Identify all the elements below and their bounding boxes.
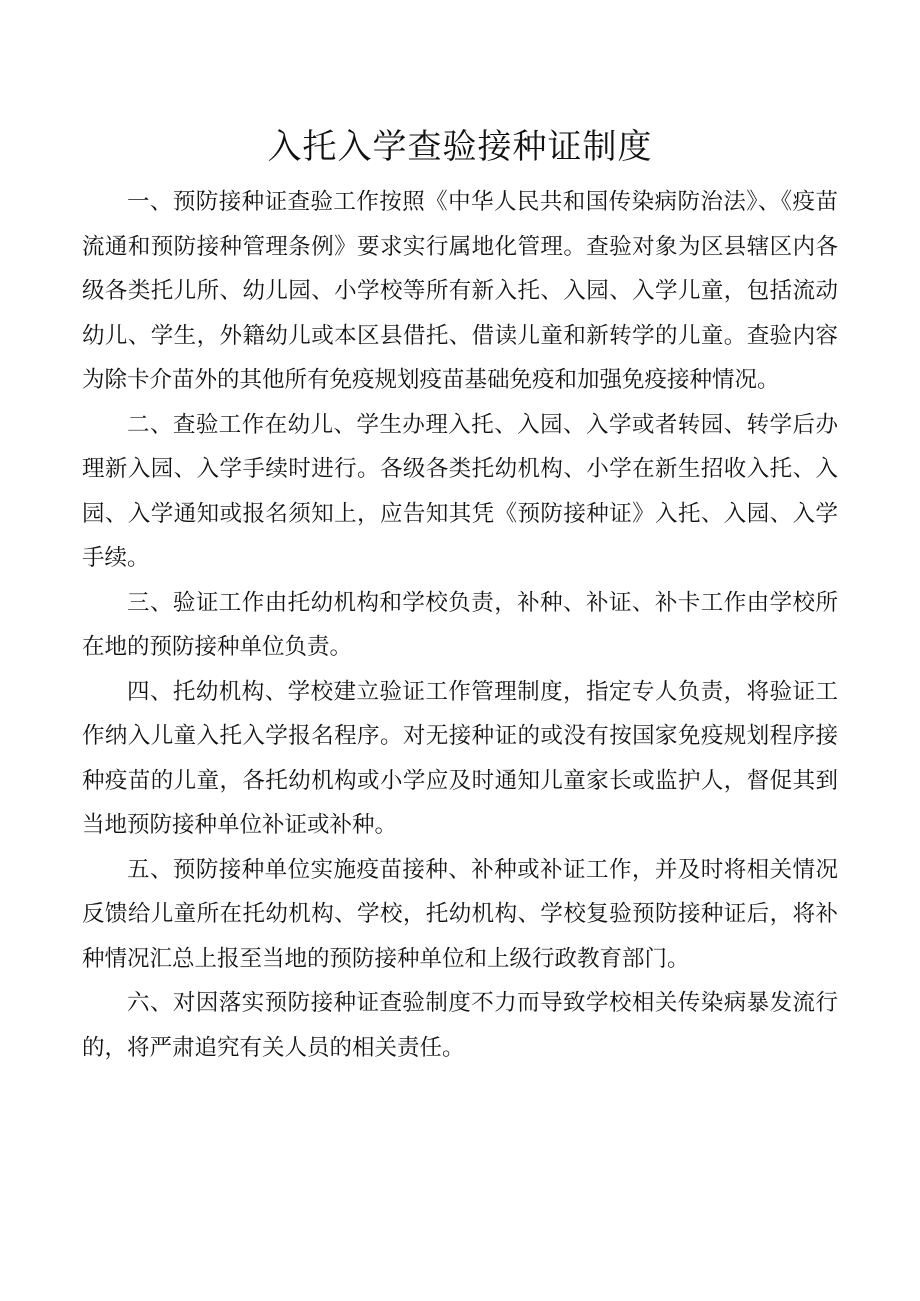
document-title: 入托入学查验接种证制度 (267, 127, 653, 167)
paragraph-1: 一、预防接种证查验工作按照《中华人民共和国传染病防治法》、《疫苗流通和预防接种管理条例》要求实行属地化管理。查验对象为区县辖区内各级各类托儿所、幼儿园、小学校等所有新入托、入园、入学儿童，包括流动幼儿、学生，外籍幼儿或本区县借托、借读儿童和新转学的儿童。查验内容为除卡介苗外的其他所有免疫规划疫苗基础免疫和加强免疫接种情况。 (82, 189, 838, 393)
paragraph-5: 五、预防接种单位实施疫苗接种、补种或补证工作，并及时将相关情况反馈给儿童所在托幼机构、学校，托幼机构、学校复验预防接种证后，将补种情况汇总上报至当地的预防接种单位和上级行政教育部门。 (82, 856, 838, 972)
paragraph-3: 三、验证工作由托幼机构和学校负责，补种、补证、补卡工作由学校所在地的预防接种单位负责。 (82, 589, 838, 660)
document-body (82, 180, 838, 1070)
paragraph-2: 二、查验工作在幼儿、学生办理入托、入园、入学或者转园、转学后办理新入园、入学手续时进行。各级各类托幼机构、小学在新生招收入托、入园、入学通知或报名须知上，应告知其凭《预防接种证》入托、入园、入学手续。 (82, 411, 838, 571)
paragraph-4: 四、托幼机构、学校建立验证工作管理制度，指定专人负责，将验证工作纳入儿童入托入学报名程序。对无接种证的或没有按国家免疫规划程序接种疫苗的儿童，各托幼机构或小学应及时通知儿童家长或监护人，督促其到当地预防接种单位补证或补种。 (82, 678, 838, 838)
paragraph-6: 六、对因落实预防接种证查验制度不力而导致学校相关传染病暴发流行的，将严肃追究有关人员的相关责任。 (82, 990, 838, 1061)
